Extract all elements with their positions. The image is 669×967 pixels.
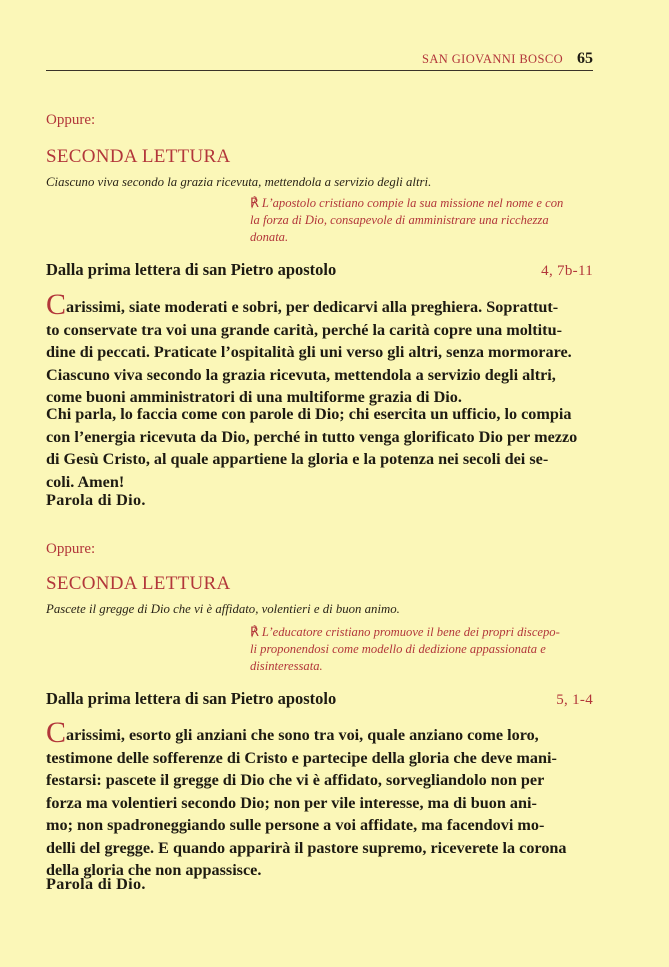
paragraph-line: delli del gregge. E quando apparirà il pastore supremo, riceverete la corona (46, 838, 567, 857)
drop-cap: C (46, 288, 67, 321)
reading-subtitle-2: Pascete il gregge di Dio che vi è affidato, volentieri e di buon animo. (46, 602, 400, 616)
paragraph-line: Ciascuno viva secondo la grazia ricevuta, mettendola a servizio degli altri, (46, 365, 556, 384)
page-number: 65 (577, 50, 593, 67)
closing-formula-2: Parola di Dio. (46, 875, 146, 893)
note-line: L’educatore cristiano promuove il bene dei propri discepo- (261, 625, 560, 639)
paragraph-line: della gloria che non appassisce. (46, 861, 262, 879)
running-head-title: SAN GIOVANNI BOSCO (421, 52, 563, 66)
reading-heading-2: SECONDA LETTURA (46, 573, 231, 594)
reading-paragraph-1a (46, 288, 593, 409)
header-rule (46, 70, 593, 71)
paragraph-line: Chi parla, lo faccia come con parole di Dio; chi esercita un ufficio, lo compia (46, 405, 572, 423)
reading-reference-2: 5, 1-4 (556, 692, 593, 708)
paragraph-line: di Gesù Cristo, al quale appartiene la gloria e la potenza nei secoli dei se- (46, 450, 549, 468)
closing-formula-1: Parola di Dio. (46, 491, 146, 509)
paragraph-line: mo; non spadroneggiando sulle persone a voi affidate, ma facendovi mo- (46, 816, 545, 834)
paragraph-line: come buoni amministratori di una multiforme grazia di Dio. (46, 388, 462, 406)
paragraph-line: forza ma volentieri secondo Dio; non per vile interesse, ma di buon ani- (46, 793, 537, 812)
paragraph-line: festarsi: pascete il gregge di Dio che vi è affidato, sorvegliandolo non per (46, 771, 545, 789)
note-line: disinteressata. (250, 659, 323, 673)
reading-heading-1: SECONDA LETTURA (46, 146, 231, 167)
running-head (46, 50, 593, 68)
reading-note-1 (250, 194, 600, 246)
paragraph-line: testimone delle sofferenze di Cristo e partecipe della gloria che deve mani- (46, 748, 557, 767)
reading-paragraph-2 (46, 716, 593, 882)
note-line: li proponendosi come modello di dedizione appassionata e (250, 642, 546, 656)
response-symbol-icon: ℟ (250, 195, 259, 210)
reading-reference-1: 4, 7b-11 (541, 263, 593, 279)
paragraph-line: arissimi, esorto gli anziani che sono tra voi, quale anziano come loro, (66, 726, 539, 744)
reading-note-2 (250, 623, 600, 675)
paragraph-line: coli. Amen! (46, 472, 125, 491)
reading-source-row-1 (46, 260, 593, 280)
response-symbol-icon: ℟ (250, 624, 259, 639)
paragraph-line: dine di peccati. Praticate l’ospitalità gli uni verso gli altri, senza mormorare. (46, 343, 572, 361)
drop-cap: C (46, 716, 67, 749)
note-line: la forza di Dio, consapevole di amministrare una ricchezza (250, 213, 549, 227)
reading-source-2: Dalla prima lettera di san Pietro apostolo (46, 689, 337, 708)
note-line: L’apostolo cristiano compie la sua missione nel nome e con (261, 196, 564, 210)
note-line: donata. (250, 230, 289, 244)
reading-source-row-2 (46, 689, 593, 709)
oppure-label-2: Oppure: (46, 541, 96, 557)
paragraph-line: con l’energia ricevuta da Dio, perché in tutto venga glorificato Dio per mezzo (46, 427, 578, 446)
oppure-label-1: Oppure: (46, 112, 96, 128)
reading-subtitle-1: Ciascuno viva secondo la grazia ricevuta, mettendola a servizio degli altri. (46, 175, 432, 189)
reading-source-1: Dalla prima lettera di san Pietro apostolo (46, 260, 337, 279)
paragraph-line: to conservate tra voi una grande carità, perché la carità copre una moltitu- (46, 320, 562, 339)
reading-paragraph-1b (46, 403, 593, 493)
paragraph-line: arissimi, siate moderati e sobri, per dedicarvi alla preghiera. Soprattut- (66, 298, 559, 316)
